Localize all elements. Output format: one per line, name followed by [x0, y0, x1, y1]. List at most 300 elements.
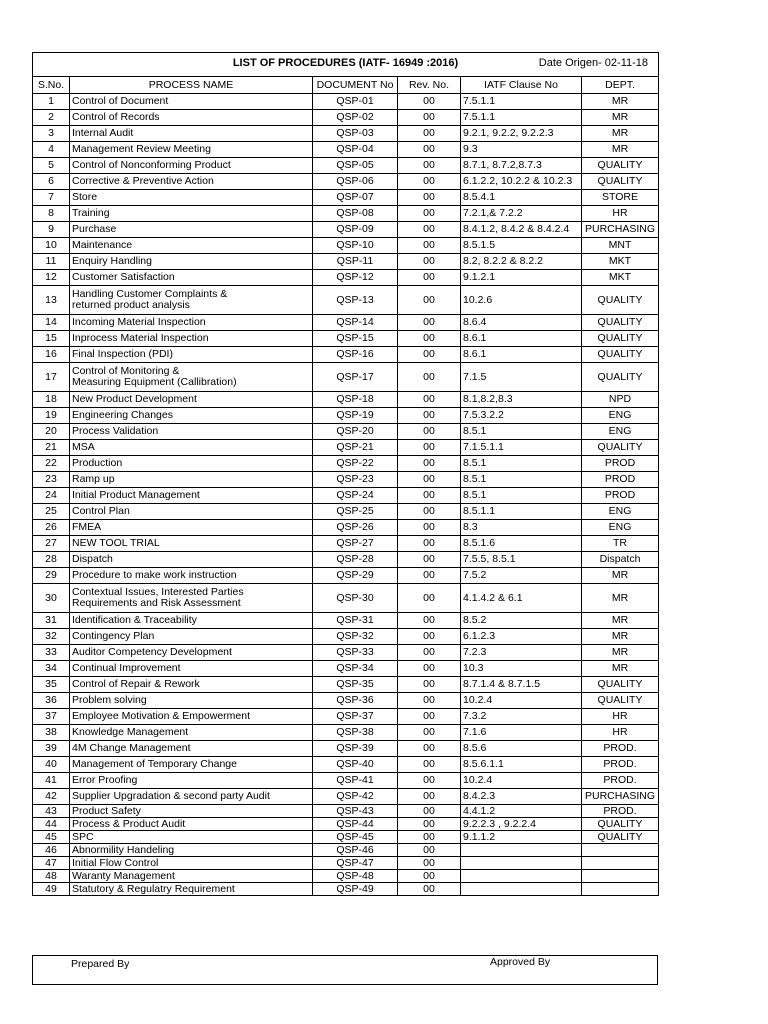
cell-sno: 38: [33, 725, 70, 741]
header-document-no: DOCUMENT No: [313, 77, 398, 94]
cell-process-name: Engineering Changes: [70, 408, 313, 424]
table-body: [33, 94, 659, 896]
cell-dept: PROD.: [582, 805, 659, 818]
cell-dept: MR: [582, 110, 659, 126]
cell-sno: 21: [33, 440, 70, 456]
cell-sno: 4: [33, 142, 70, 158]
cell-sno: 17: [33, 363, 70, 392]
cell-sno: 8: [33, 206, 70, 222]
cell-rev-no: 00: [398, 315, 461, 331]
table-row: [33, 440, 659, 456]
cell-rev-no: 00: [398, 331, 461, 347]
cell-sno: 1: [33, 94, 70, 110]
cell-document-no: QSP-47: [313, 857, 398, 870]
cell-rev-no: 00: [398, 456, 461, 472]
header-dept: DEPT.: [582, 77, 659, 94]
cell-rev-no: 00: [398, 709, 461, 725]
cell-dept: ENG: [582, 520, 659, 536]
cell-process-name: Incoming Material Inspection: [70, 315, 313, 331]
table-row: [33, 883, 659, 896]
cell-document-no: QSP-04: [313, 142, 398, 158]
cell-document-no: QSP-49: [313, 883, 398, 896]
cell-rev-no: 00: [398, 424, 461, 440]
cell-process-name: Abnormility Handeling: [70, 844, 313, 857]
cell-process-name: Initial Flow Control: [70, 857, 313, 870]
document-title: LIST OF PROCEDURES (IATF- 16949 :2016): [232, 57, 459, 69]
cell-document-no: QSP-46: [313, 844, 398, 857]
cell-sno: 20: [33, 424, 70, 440]
cell-sno: 46: [33, 844, 70, 857]
cell-document-no: QSP-32: [313, 629, 398, 645]
cell-dept: MR: [582, 629, 659, 645]
cell-dept: PROD.: [582, 773, 659, 789]
cell-process-name: Final Inspection (PDI): [70, 347, 313, 363]
cell-rev-no: 00: [398, 190, 461, 206]
table-row: [33, 270, 659, 286]
cell-document-no: QSP-39: [313, 741, 398, 757]
cell-dept: PURCHASING: [582, 789, 659, 805]
cell-sno: 35: [33, 677, 70, 693]
cell-dept: QUALITY: [582, 331, 659, 347]
table-row: [33, 677, 659, 693]
cell-dept: MR: [582, 126, 659, 142]
cell-dept: [582, 870, 659, 883]
cell-iatf-clause: 8.4.2.3: [461, 789, 582, 805]
cell-process-name: Waranty Management: [70, 870, 313, 883]
cell-document-no: QSP-24: [313, 488, 398, 504]
cell-dept: PROD: [582, 472, 659, 488]
cell-iatf-clause: 8.5.4.1: [461, 190, 582, 206]
cell-iatf-clause: 9.2.1, 9.2.2, 9.2.2.3: [461, 126, 582, 142]
cell-rev-no: 00: [398, 488, 461, 504]
cell-rev-no: 00: [398, 158, 461, 174]
table-row: [33, 584, 659, 613]
cell-iatf-clause: [461, 844, 582, 857]
cell-rev-no: 00: [398, 773, 461, 789]
cell-iatf-clause: 10.3: [461, 661, 582, 677]
cell-process-name: Customer Satisfaction: [70, 270, 313, 286]
cell-process-name: SPC: [70, 831, 313, 844]
cell-iatf-clause: 8.5.1: [461, 456, 582, 472]
cell-document-no: QSP-13: [313, 286, 398, 315]
cell-dept: QUALITY: [582, 286, 659, 315]
cell-iatf-clause: [461, 883, 582, 896]
procedure-list-sheet: [32, 52, 658, 896]
cell-sno: 32: [33, 629, 70, 645]
cell-rev-no: 00: [398, 741, 461, 757]
table-row: [33, 158, 659, 174]
cell-document-no: QSP-35: [313, 677, 398, 693]
cell-process-name: Purchase: [70, 222, 313, 238]
cell-sno: 19: [33, 408, 70, 424]
table-row: [33, 645, 659, 661]
cell-rev-no: 00: [398, 347, 461, 363]
cell-rev-no: 00: [398, 725, 461, 741]
table-row: [33, 222, 659, 238]
cell-rev-no: 00: [398, 174, 461, 190]
table-row: [33, 629, 659, 645]
cell-sno: 28: [33, 552, 70, 568]
cell-process-name: Training: [70, 206, 313, 222]
cell-iatf-clause: 8.5.2: [461, 613, 582, 629]
cell-rev-no: 00: [398, 536, 461, 552]
cell-document-no: QSP-12: [313, 270, 398, 286]
cell-process-name: Problem solving: [70, 693, 313, 709]
cell-rev-no: 00: [398, 844, 461, 857]
cell-iatf-clause: 8.7.1.4 & 8.7.1.5: [461, 677, 582, 693]
cell-iatf-clause: 7.1.5.1.1: [461, 440, 582, 456]
cell-iatf-clause: [461, 870, 582, 883]
cell-process-name: Contingency Plan: [70, 629, 313, 645]
table-row: [33, 709, 659, 725]
cell-iatf-clause: 8.2, 8.2.2 & 8.2.2: [461, 254, 582, 270]
cell-dept: MR: [582, 661, 659, 677]
cell-rev-no: 00: [398, 363, 461, 392]
cell-dept: PROD: [582, 456, 659, 472]
cell-process-name: Error Proofing: [70, 773, 313, 789]
cell-dept: ENG: [582, 504, 659, 520]
cell-process-name: Maintenance: [70, 238, 313, 254]
cell-process-name: Supplier Upgradation & second party Audit: [70, 789, 313, 805]
cell-document-no: QSP-31: [313, 613, 398, 629]
cell-rev-no: 00: [398, 757, 461, 773]
table-row: [33, 331, 659, 347]
cell-sno: 26: [33, 520, 70, 536]
cell-sno: 15: [33, 331, 70, 347]
cell-iatf-clause: 9.3: [461, 142, 582, 158]
table-row: [33, 773, 659, 789]
cell-document-no: QSP-25: [313, 504, 398, 520]
cell-dept: MR: [582, 142, 659, 158]
cell-document-no: QSP-20: [313, 424, 398, 440]
cell-iatf-clause: 8.7.1, 8.7.2,8.7.3: [461, 158, 582, 174]
cell-dept: MR: [582, 645, 659, 661]
cell-sno: 37: [33, 709, 70, 725]
cell-iatf-clause: 8.5.1.5: [461, 238, 582, 254]
cell-sno: 9: [33, 222, 70, 238]
cell-process-name: 4M Change Management: [70, 741, 313, 757]
cell-sno: 36: [33, 693, 70, 709]
cell-iatf-clause: 8.3: [461, 520, 582, 536]
table-row: [33, 741, 659, 757]
cell-process-name: Ramp up: [70, 472, 313, 488]
cell-iatf-clause: 7.5.3.2.2: [461, 408, 582, 424]
cell-process-name: Handling Customer Complaints & returned product analysis: [70, 286, 313, 315]
cell-dept: MR: [582, 94, 659, 110]
cell-process-name: Employee Motivation & Empowerment: [70, 709, 313, 725]
cell-document-no: QSP-06: [313, 174, 398, 190]
cell-sno: 24: [33, 488, 70, 504]
cell-rev-no: 00: [398, 254, 461, 270]
cell-document-no: QSP-41: [313, 773, 398, 789]
cell-rev-no: 00: [398, 504, 461, 520]
cell-rev-no: 00: [398, 677, 461, 693]
table-row: [33, 472, 659, 488]
cell-sno: 48: [33, 870, 70, 883]
cell-sno: 49: [33, 883, 70, 896]
cell-rev-no: 00: [398, 238, 461, 254]
cell-iatf-clause: 7.1.5: [461, 363, 582, 392]
cell-sno: 29: [33, 568, 70, 584]
cell-iatf-clause: 10.2.4: [461, 693, 582, 709]
cell-document-no: QSP-07: [313, 190, 398, 206]
cell-process-name: Store: [70, 190, 313, 206]
cell-dept: NPD: [582, 392, 659, 408]
cell-dept: [582, 857, 659, 870]
cell-dept: ENG: [582, 408, 659, 424]
cell-rev-no: 00: [398, 568, 461, 584]
cell-process-name: FMEA: [70, 520, 313, 536]
cell-dept: QUALITY: [582, 174, 659, 190]
cell-dept: QUALITY: [582, 693, 659, 709]
header-rev-no: Rev. No.: [398, 77, 461, 94]
table-row: [33, 286, 659, 315]
cell-document-no: QSP-30: [313, 584, 398, 613]
cell-sno: 5: [33, 158, 70, 174]
table-row: [33, 613, 659, 629]
cell-process-name: MSA: [70, 440, 313, 456]
cell-document-no: QSP-42: [313, 789, 398, 805]
cell-sno: 11: [33, 254, 70, 270]
cell-sno: 12: [33, 270, 70, 286]
cell-iatf-clause: 8.5.1: [461, 488, 582, 504]
cell-sno: 2: [33, 110, 70, 126]
cell-rev-no: 00: [398, 110, 461, 126]
cell-dept: MR: [582, 568, 659, 584]
cell-rev-no: 00: [398, 222, 461, 238]
table-row: [33, 857, 659, 870]
cell-iatf-clause: 8.5.1.6: [461, 536, 582, 552]
cell-iatf-clause: 8.1,8.2,8.3: [461, 392, 582, 408]
table-row: [33, 844, 659, 857]
cell-iatf-clause: 8.6.4: [461, 315, 582, 331]
cell-iatf-clause: 7.3.2: [461, 709, 582, 725]
cell-rev-no: 00: [398, 645, 461, 661]
cell-sno: 22: [33, 456, 70, 472]
cell-dept: QUALITY: [582, 158, 659, 174]
cell-document-no: QSP-29: [313, 568, 398, 584]
cell-rev-no: 00: [398, 392, 461, 408]
cell-dept: MR: [582, 584, 659, 613]
procedure-table: [32, 52, 659, 896]
cell-rev-no: 00: [398, 408, 461, 424]
cell-iatf-clause: 9.2.2.3 , 9.2.2.4: [461, 818, 582, 831]
cell-document-no: QSP-23: [313, 472, 398, 488]
table-row: [33, 831, 659, 844]
cell-document-no: QSP-01: [313, 94, 398, 110]
table-row: [33, 693, 659, 709]
cell-dept: MKT: [582, 254, 659, 270]
cell-process-name: Control of Monitoring & Measuring Equipment (Callibration): [70, 363, 313, 392]
cell-process-name: Process & Product Audit: [70, 818, 313, 831]
cell-rev-no: 00: [398, 584, 461, 613]
table-row: [33, 520, 659, 536]
cell-process-name: Production: [70, 456, 313, 472]
cell-dept: MNT: [582, 238, 659, 254]
cell-iatf-clause: 8.4.1.2, 8.4.2 & 8.4.2.4: [461, 222, 582, 238]
cell-dept: QUALITY: [582, 677, 659, 693]
cell-dept: PURCHASING: [582, 222, 659, 238]
table-row: [33, 536, 659, 552]
table-row: [33, 408, 659, 424]
cell-dept: QUALITY: [582, 818, 659, 831]
cell-rev-no: 00: [398, 520, 461, 536]
cell-process-name: Management of Temporary Change: [70, 757, 313, 773]
cell-process-name: Product Safety: [70, 805, 313, 818]
table-row: [33, 254, 659, 270]
cell-document-no: QSP-11: [313, 254, 398, 270]
cell-sno: 13: [33, 286, 70, 315]
cell-dept: QUALITY: [582, 440, 659, 456]
cell-iatf-clause: 4.4.1.2: [461, 805, 582, 818]
cell-document-no: QSP-40: [313, 757, 398, 773]
table-row: [33, 94, 659, 110]
table-row: [33, 456, 659, 472]
cell-document-no: QSP-22: [313, 456, 398, 472]
cell-rev-no: 00: [398, 206, 461, 222]
cell-rev-no: 00: [398, 857, 461, 870]
cell-iatf-clause: 7.5.2: [461, 568, 582, 584]
cell-dept: Dispatch: [582, 552, 659, 568]
cell-sno: 47: [33, 857, 70, 870]
cell-sno: 40: [33, 757, 70, 773]
table-row: [33, 190, 659, 206]
cell-dept: PROD.: [582, 757, 659, 773]
table-row: [33, 661, 659, 677]
cell-process-name: Management Review Meeting: [70, 142, 313, 158]
cell-process-name: Knowledge Management: [70, 725, 313, 741]
cell-rev-no: 00: [398, 629, 461, 645]
cell-rev-no: 00: [398, 693, 461, 709]
table-row: [33, 789, 659, 805]
cell-document-no: QSP-44: [313, 818, 398, 831]
cell-dept: HR: [582, 725, 659, 741]
title-row: [33, 53, 659, 77]
table-row: [33, 315, 659, 331]
table-row: [33, 238, 659, 254]
cell-rev-no: 00: [398, 142, 461, 158]
cell-rev-no: 00: [398, 818, 461, 831]
table-row: [33, 725, 659, 741]
table-row: [33, 392, 659, 408]
cell-sno: 45: [33, 831, 70, 844]
cell-process-name: Control Plan: [70, 504, 313, 520]
cell-document-no: QSP-34: [313, 661, 398, 677]
cell-process-name: New Product Development: [70, 392, 313, 408]
cell-document-no: QSP-48: [313, 870, 398, 883]
cell-document-no: QSP-14: [313, 315, 398, 331]
cell-rev-no: 00: [398, 613, 461, 629]
cell-rev-no: 00: [398, 661, 461, 677]
cell-document-no: QSP-15: [313, 331, 398, 347]
cell-document-no: QSP-10: [313, 238, 398, 254]
cell-sno: 33: [33, 645, 70, 661]
cell-document-no: QSP-03: [313, 126, 398, 142]
cell-rev-no: 00: [398, 270, 461, 286]
cell-dept: HR: [582, 709, 659, 725]
table-row: [33, 504, 659, 520]
cell-iatf-clause: 8.5.1: [461, 472, 582, 488]
cell-process-name: Control of Document: [70, 94, 313, 110]
cell-sno: 39: [33, 741, 70, 757]
cell-rev-no: 00: [398, 126, 461, 142]
table-row: [33, 110, 659, 126]
cell-iatf-clause: 6.1.2.2, 10.2.2 & 10.2.3: [461, 174, 582, 190]
cell-iatf-clause: 10.2.4: [461, 773, 582, 789]
cell-document-no: QSP-08: [313, 206, 398, 222]
cell-sno: 16: [33, 347, 70, 363]
cell-iatf-clause: 7.5.1.1: [461, 94, 582, 110]
cell-rev-no: 00: [398, 94, 461, 110]
cell-document-no: QSP-16: [313, 347, 398, 363]
cell-iatf-clause: 8.5.1.1: [461, 504, 582, 520]
cell-process-name: Process Validation: [70, 424, 313, 440]
cell-rev-no: 00: [398, 870, 461, 883]
cell-process-name: Control of Repair & Rework: [70, 677, 313, 693]
cell-document-no: QSP-18: [313, 392, 398, 408]
cell-rev-no: 00: [398, 789, 461, 805]
cell-dept: HR: [582, 206, 659, 222]
cell-dept: MKT: [582, 270, 659, 286]
cell-document-no: QSP-05: [313, 158, 398, 174]
cell-iatf-clause: 7.5.1.1: [461, 110, 582, 126]
cell-dept: QUALITY: [582, 347, 659, 363]
cell-dept: QUALITY: [582, 363, 659, 392]
cell-sno: 27: [33, 536, 70, 552]
cell-iatf-clause: 8.5.6: [461, 741, 582, 757]
cell-iatf-clause: 6.1.2.3: [461, 629, 582, 645]
cell-sno: 7: [33, 190, 70, 206]
cell-dept: QUALITY: [582, 831, 659, 844]
cell-rev-no: 00: [398, 805, 461, 818]
cell-process-name: Auditor Competency Development: [70, 645, 313, 661]
cell-sno: 44: [33, 818, 70, 831]
cell-document-no: QSP-26: [313, 520, 398, 536]
cell-sno: 18: [33, 392, 70, 408]
cell-iatf-clause: 4.1.4.2 & 6.1: [461, 584, 582, 613]
cell-dept: PROD: [582, 488, 659, 504]
cell-document-no: QSP-45: [313, 831, 398, 844]
cell-dept: PROD.: [582, 741, 659, 757]
header-iatf-clause: IATF Clause No: [461, 77, 582, 94]
header-process-name: PROCESS NAME: [70, 77, 313, 94]
cell-iatf-clause: 8.6.1: [461, 347, 582, 363]
approved-by-label: Approved By: [490, 956, 551, 968]
cell-sno: 43: [33, 805, 70, 818]
table-row: [33, 174, 659, 190]
cell-iatf-clause: 8.5.1: [461, 424, 582, 440]
cell-document-no: QSP-27: [313, 536, 398, 552]
cell-document-no: QSP-38: [313, 725, 398, 741]
table-row: [33, 142, 659, 158]
cell-dept: MR: [582, 613, 659, 629]
cell-iatf-clause: 7.2.1,& 7.2.2: [461, 206, 582, 222]
cell-process-name: Corrective & Preventive Action: [70, 174, 313, 190]
cell-process-name: Initial Product Management: [70, 488, 313, 504]
cell-sno: 6: [33, 174, 70, 190]
cell-document-no: QSP-19: [313, 408, 398, 424]
cell-sno: 23: [33, 472, 70, 488]
table-row: [33, 552, 659, 568]
cell-process-name: Contextual Issues, Interested Parties Requirements and Risk Assessment: [70, 584, 313, 613]
cell-process-name: Enquiry Handling: [70, 254, 313, 270]
cell-dept: [582, 844, 659, 857]
table-row: [33, 363, 659, 392]
cell-document-no: QSP-17: [313, 363, 398, 392]
cell-process-name: Control of Records: [70, 110, 313, 126]
cell-iatf-clause: 7.2.3: [461, 645, 582, 661]
cell-document-no: QSP-37: [313, 709, 398, 725]
